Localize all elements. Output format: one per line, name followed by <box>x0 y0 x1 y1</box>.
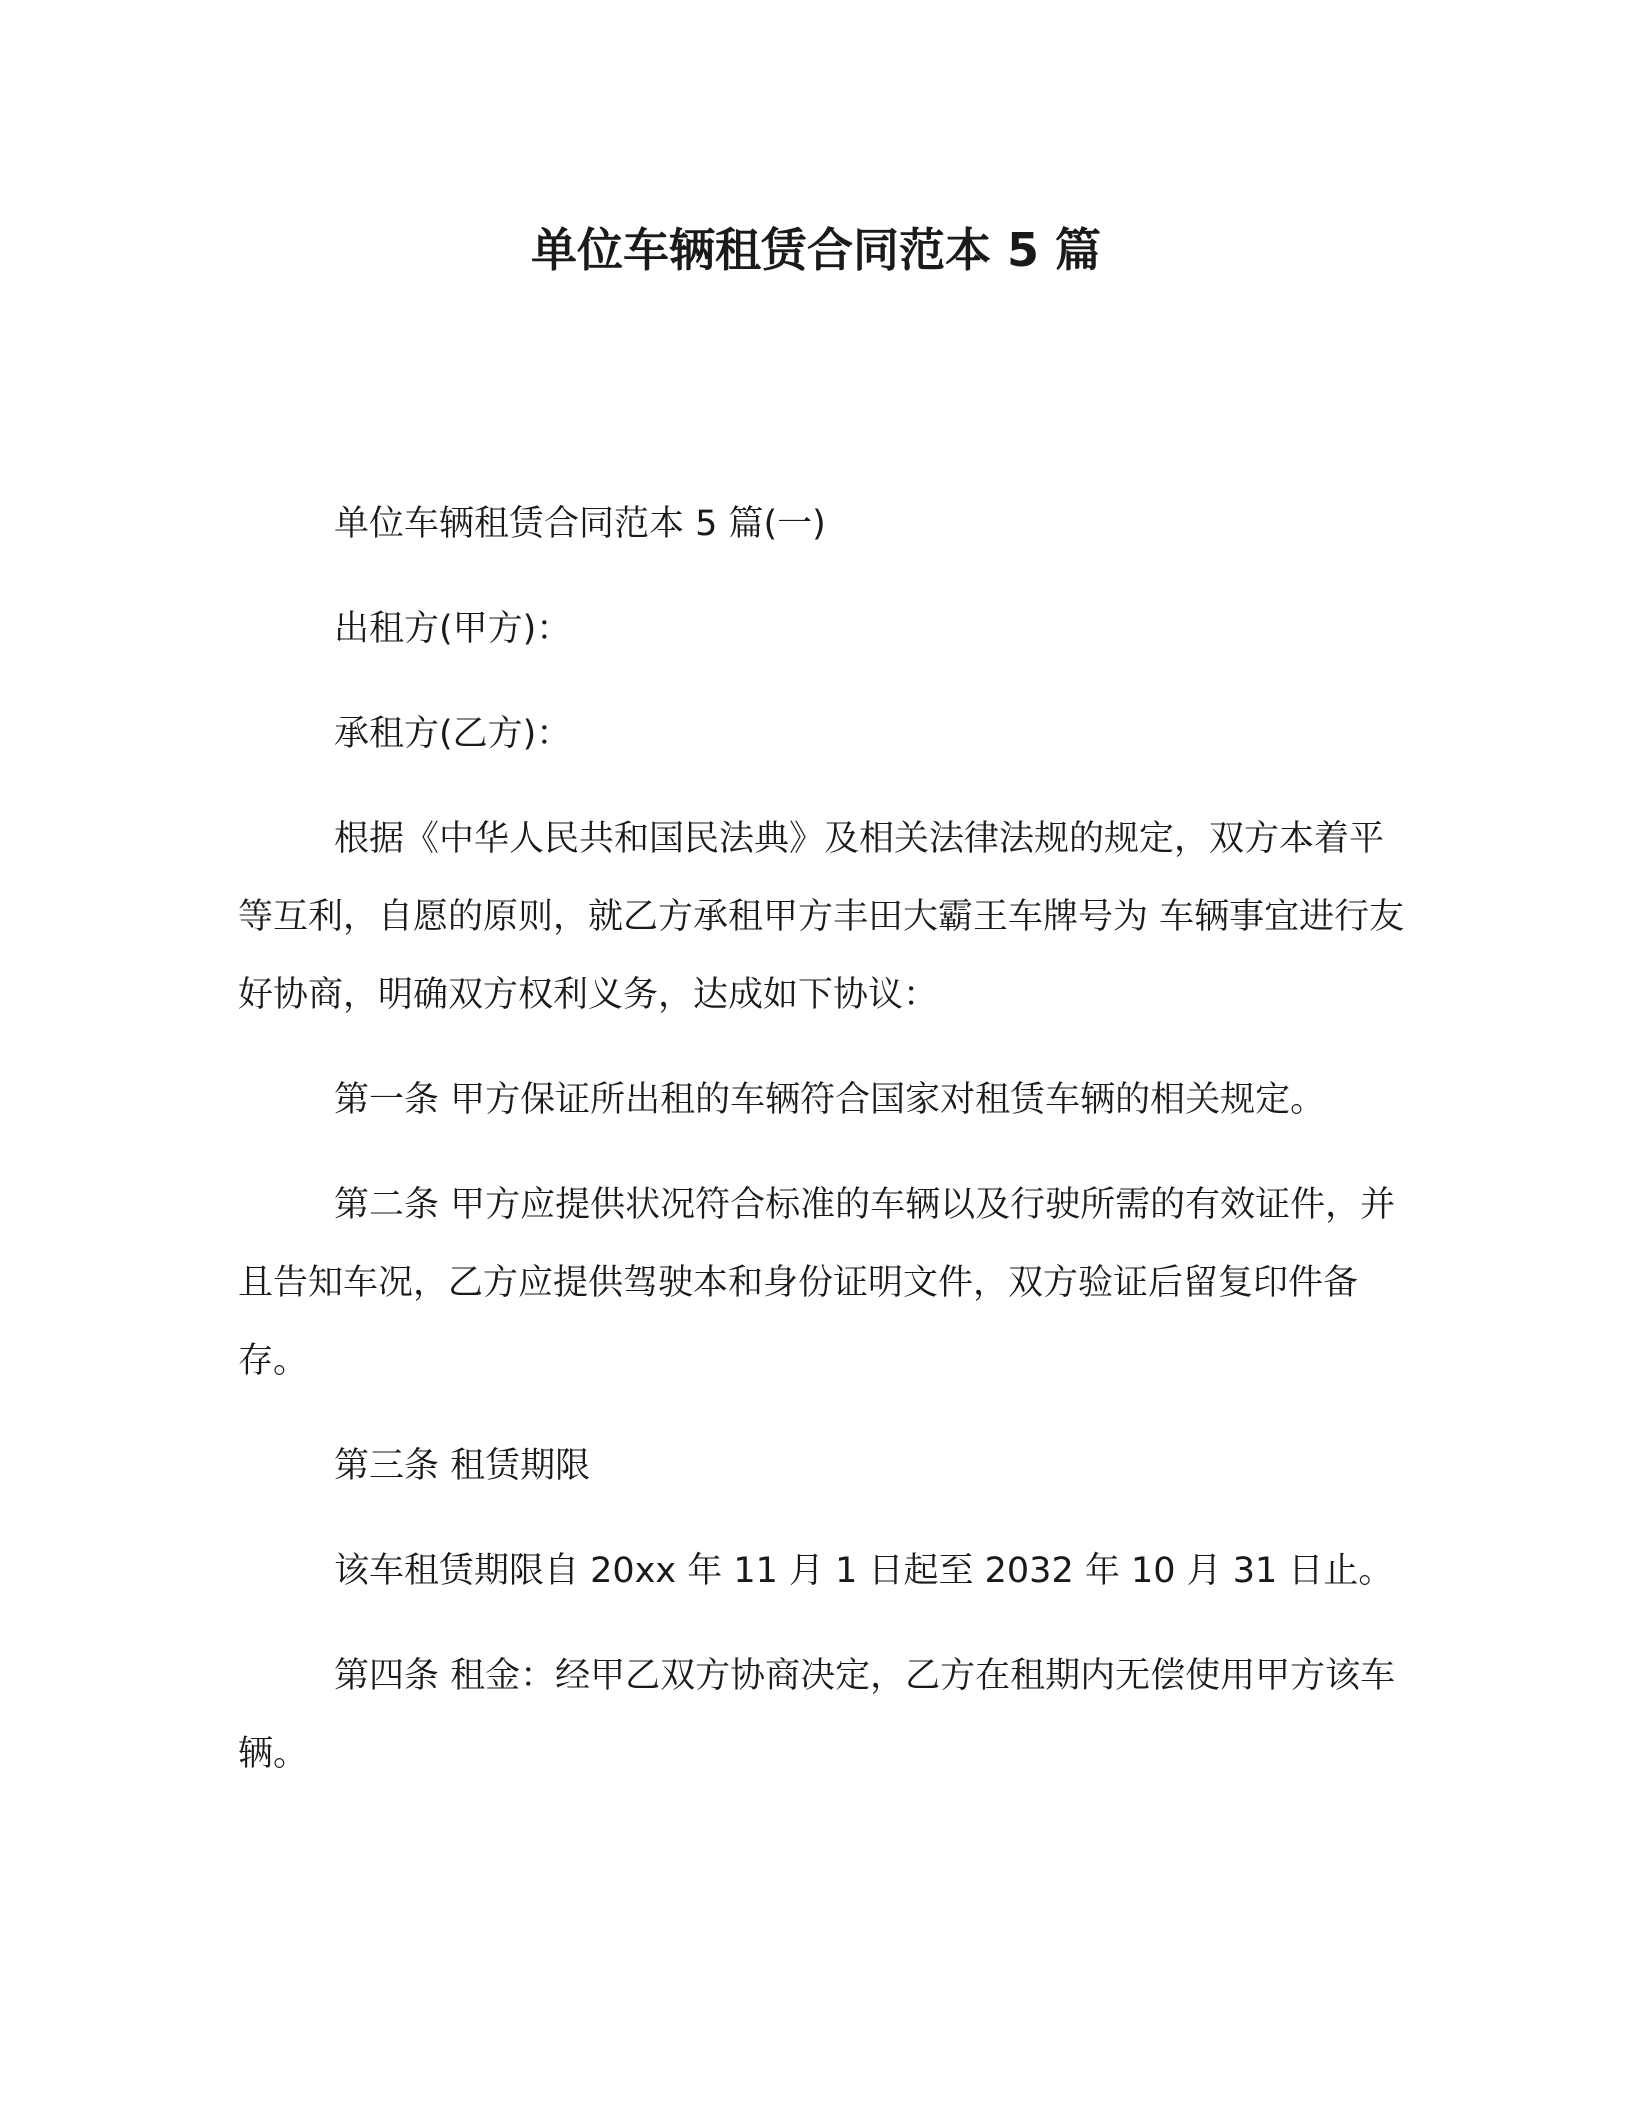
lessee-line: 承租方(乙方)： <box>334 714 572 754</box>
article-3-heading: 第三条 租赁期限 <box>334 1446 591 1486</box>
article-4: 第四条 租金：经甲乙双方协商决定，乙方在租期内无偿使用甲方该车辆。 <box>238 1656 1396 1774</box>
lease-term-paragraph: 该车租赁期限自 20xx 年 11 月 1 日起至 2032 年 10 月 31 日止。 <box>334 1551 1394 1591</box>
article-1: 第一条 甲方保证所出租的车辆符合国家对租赁车辆的相关规定。 <box>334 1080 1326 1120</box>
section-heading: 单位车辆租赁合同范本 5 篇(一) <box>334 504 826 544</box>
lessor-line: 出租方(甲方)： <box>334 609 572 649</box>
article-2: 第二条 甲方应提供状况符合标准的车辆以及行驶所需的有效证件，并且告知车况，乙方应提供驾驶本和身份证明文件，双方验证后留复印件备存。 <box>238 1185 1396 1381</box>
document-body <box>238 485 1408 1820</box>
document-title: 单位车辆租赁合同范本 5 篇 <box>530 223 1102 277</box>
preamble-paragraph: 根据《中华人民共和国民法典》及相关法律法规的规定，双方本着平等互利，自愿的原则，就乙方承租甲方丰田大霸王车牌号为 车辆事宜进行友好协商，明确双方权利义务，达成如下协议： <box>238 819 1405 1015</box>
